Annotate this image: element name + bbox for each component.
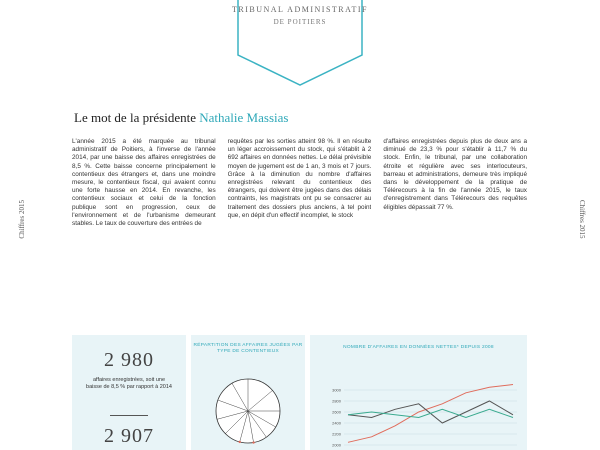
title-label: Le mot de la présidente <box>74 110 197 125</box>
institution-location: DE POITIERS <box>273 18 327 26</box>
article-body <box>72 138 527 288</box>
line-series <box>348 385 513 443</box>
stat-panel-line <box>310 335 527 450</box>
stat-panel-numbers <box>72 335 186 450</box>
pie-marker <box>252 441 254 443</box>
y-tick-label: 2200 <box>332 431 341 437</box>
side-label-left: Chiffres 2015 <box>18 200 26 239</box>
y-tick-label: 2000 <box>332 442 341 448</box>
text-column-1 <box>72 138 216 288</box>
line-chart <box>310 361 527 450</box>
page-title <box>74 110 288 126</box>
side-label-right: Chiffres 2015 <box>578 200 586 239</box>
y-tick-label: 2600 <box>332 409 341 415</box>
y-tick-label: 2400 <box>332 420 341 426</box>
president-name: Nathalie Massias <box>199 110 289 125</box>
paragraph: requêtes par les sorties atteint 98 %. Il en résulte un léger accroissement du stock, qui s'établit à 2 692 affaires en données nettes. Le délai prévisible moyen de jugement est de 1 an, 3 mois et 7 jours. Grâce à la diminution du nombre d'affaires enregistrées relevant du contentieux des étrangers, qui doivent être jugées dans des délais contraints, les magistrats ont pu se consacrer au traitement des dossiers plus anciens, à tel point que, en dépit d'un effectif incomplet, le stock <box>227 138 372 219</box>
stat-description-registered: affaires enregistrées, soit une baisse de 8,5 % par rapport à 2014 <box>86 377 172 390</box>
y-tick-label: 3000 <box>332 387 341 393</box>
stats-section <box>72 335 527 450</box>
stat-number-judged: 2 907 <box>104 425 154 447</box>
stat-number-registered: 2 980 <box>104 349 154 371</box>
pie-title: RÉPARTITION DES AFFAIRES JUGÉES PAR TYPE DE CONTENTIEUX <box>193 343 303 354</box>
paragraph: L'année 2015 a été marquée au tribunal administratif de Poitiers, à l'inverse de l'année 2014, par une baisse des affaires enregistrées de 8,5 %. Cette baisse concerne principalement le contentieux des étrangers et, dans une moindre mesure, le contentieux fiscal, qui avaient connu une forte hausse en 2014. En revanche, les contentieux sociaux et celui de la fonction publique sont en progression, ceux de l'environnement et de l'urbanisme demeurant stables. Le taux de couverture des entrées de <box>72 138 216 228</box>
pie-marker <box>239 441 241 443</box>
institution-name: TRIBUNAL ADMINISTRATIF <box>231 5 369 14</box>
text-column-3 <box>383 138 527 288</box>
paragraph: d'affaires enregistrées depuis plus de deux ans a diminué de 23,3 % pour s'établir à 11,7 % du stock. Enfin, le tribunal, par une collaboration étroite et régulière avec ses interlocuteurs, barreau et administrations, demeure très impliqué dans le développement de la pratique de Télérecours à la fin de l'année 2015, le taux d'enregistrement dans Télérecours des requêtes éligibles dépassait 77 %. <box>383 138 528 211</box>
series-line <box>348 409 513 417</box>
line-chart-title: NOMBRE D'AFFAIRES EN DONNÉES NETTES* DEPUIS 2008 <box>343 345 494 350</box>
text-column-2 <box>228 138 372 288</box>
divider <box>110 415 148 416</box>
pie-chart <box>191 359 305 450</box>
stat-panel-pie <box>191 335 305 450</box>
y-tick-label: 2800 <box>332 398 341 404</box>
line-ticks <box>332 388 342 448</box>
